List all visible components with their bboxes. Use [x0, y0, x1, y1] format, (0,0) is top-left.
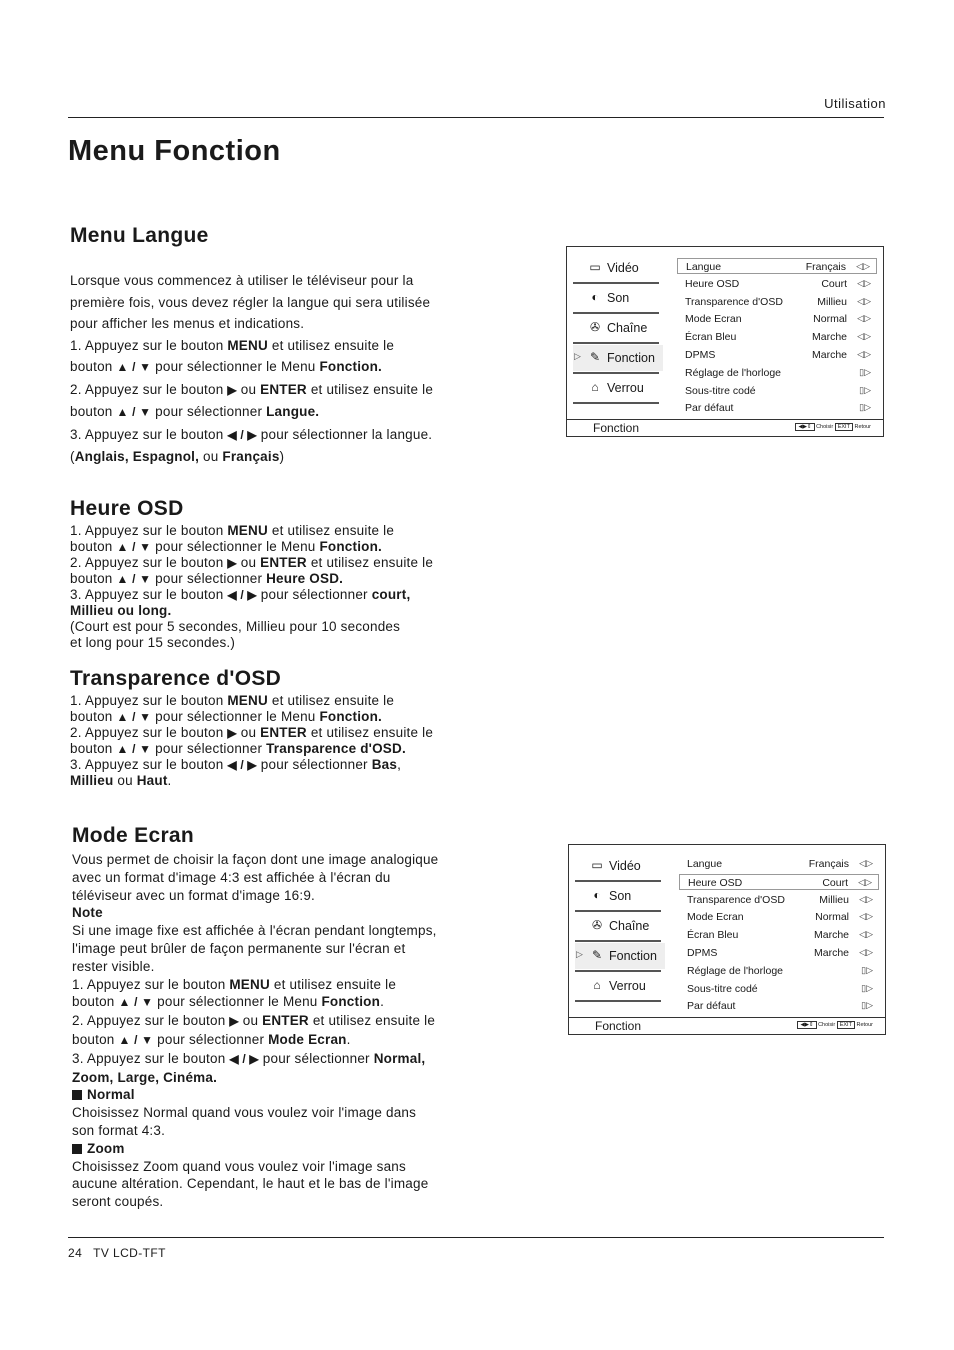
left-right-arrows-icon: ▯▷ — [859, 402, 871, 413]
left-right-arrows-icon: ◁▷ — [857, 295, 871, 306]
osd-option-name: Transparence d'OSD — [685, 295, 783, 308]
header-rule — [68, 117, 884, 118]
section-heading: Transparence d'OSD — [70, 667, 282, 690]
osd-separator — [575, 910, 661, 912]
left-right-arrows-icon: ◁▷ — [859, 947, 873, 957]
hint-choose: Choisir — [814, 424, 835, 430]
osd-menu-item[interactable] — [573, 345, 663, 371]
step-line: (Anglais, Espagnol, ou Français) — [70, 449, 285, 464]
osd-separator — [573, 342, 659, 344]
osd-option-name: Par défaut — [685, 402, 734, 415]
selected-arrow-icon: ▷ — [576, 949, 583, 959]
osd-option-row[interactable] — [679, 927, 879, 943]
osd-key-hint — [797, 1022, 873, 1028]
osd-menu-item-label: Vidéo — [607, 261, 639, 275]
osd-option-row[interactable] — [677, 311, 877, 327]
lock-icon: ⌂ — [591, 380, 599, 394]
osd-option-row[interactable] — [679, 998, 879, 1014]
osd-option-row[interactable] — [679, 945, 879, 961]
step-line: 1. Appuyez sur le bouton MENU et utilisez ensuite le — [70, 337, 395, 353]
osd-option-value: Français — [808, 858, 849, 870]
left-right-arrows-icon: ◁▷ — [859, 893, 873, 904]
nav-keys-icon: ◀▶⇕ — [795, 423, 814, 431]
osd-menu-item-label: Son — [609, 889, 632, 903]
section-body: 1. Appuyez sur le bouton MENU et utilisez ensuite le bouton ▲ / ▼ pour sélectionner le Menu Fonction. 2. Appuyez sur le bouton ▶ ou ENTER et utilisez ensuite le bouton ▲ / ▼ pour sélectionner Transparence d'OSD. 3. Appuyez sur le bouton ◀ / ▶ pour sélectionner Bas, Millieu ou Haut. — [70, 693, 434, 788]
osd-separator — [575, 940, 661, 942]
section-body — [70, 270, 490, 468]
osd-option-value: Normal — [815, 911, 849, 924]
left-right-arrows-icon: ▯▷ — [861, 982, 873, 993]
section-langue — [70, 224, 490, 468]
speaker-icon: ◐ — [591, 290, 599, 304]
exit-key: EXIT — [837, 1021, 855, 1029]
osd-option-row[interactable] — [679, 963, 879, 979]
osd-option-row[interactable] — [677, 383, 877, 399]
step-line: 3. Appuyez sur le bouton ◀ / ▶ pour sélectionner la langue. — [70, 426, 433, 442]
left-right-arrows-icon: ◁▷ — [856, 261, 870, 271]
osd-separator — [575, 970, 661, 972]
osd-option-value: Marche — [813, 929, 849, 942]
intro-line: Lorsque vous commencez à utiliser le téléviseur pour la — [70, 273, 414, 288]
tv-icon: ▭ — [591, 858, 603, 872]
osd-separator — [573, 282, 659, 284]
osd-option-row[interactable] — [679, 856, 879, 872]
footer-rule — [68, 1237, 884, 1238]
left-right-arrows-icon: ◁▷ — [858, 876, 872, 887]
exit-key: EXIT — [835, 423, 853, 431]
intro-line: première fois, vous devez régler la langue qui sera utilisée — [70, 294, 431, 310]
osd-option-name: DPMS — [685, 349, 716, 361]
osd-separator — [573, 402, 659, 404]
selected-arrow-icon: ▷ — [574, 351, 581, 361]
osd-bottom-title: Fonction — [595, 1019, 642, 1033]
left-right-arrows-icon: ▯▷ — [861, 1000, 873, 1011]
osd-menu-item[interactable] — [575, 943, 665, 969]
osd-menu-heure — [568, 844, 886, 1035]
osd-menu-item[interactable] — [573, 285, 663, 311]
section-transparence — [70, 667, 490, 789]
bullet-square-icon — [72, 1090, 82, 1100]
hint-back: Retour — [854, 1022, 873, 1028]
left-right-arrows-icon: ◁▷ — [857, 313, 871, 324]
osd-option-row[interactable] — [679, 981, 879, 997]
osd-option-row[interactable] — [677, 276, 877, 292]
osd-bottom-bar — [567, 419, 883, 436]
osd-option-row[interactable] — [677, 329, 877, 345]
osd-option-name: Langue — [686, 261, 722, 273]
osd-separator — [573, 372, 659, 374]
section-mode-ecran — [72, 824, 492, 1211]
osd-menu-langue — [566, 246, 884, 437]
osd-option-value: Marche — [811, 331, 847, 344]
section-heading: Menu Langue — [70, 224, 209, 247]
osd-option-name: Transparence d'OSD — [687, 893, 785, 906]
osd-option-value: Court — [821, 277, 847, 290]
osd-bottom-title: Fonction — [593, 421, 640, 435]
osd-option-value: Marche — [813, 947, 849, 959]
osd-option-name: Mode Ecran — [687, 911, 744, 924]
nav-keys-icon: ◀▶⇕ — [797, 1021, 816, 1029]
osd-option-name: Écran Bleu — [685, 331, 737, 344]
osd-option-row[interactable] — [677, 294, 877, 310]
osd-menu-item-label: Vidéo — [609, 859, 641, 873]
intro-line: pour afficher les menus et indications. — [70, 316, 305, 331]
osd-option-value: Normal — [813, 313, 847, 326]
footer — [68, 1246, 166, 1260]
osd-menu-item[interactable] — [575, 853, 665, 879]
hint-choose: Choisir — [816, 1022, 837, 1028]
speaker-icon: ◐ — [593, 888, 601, 902]
osd-option-name: Écran Bleu — [687, 929, 739, 942]
left-right-arrows-icon: ◁▷ — [859, 858, 873, 868]
osd-option-value: Court — [822, 876, 848, 889]
osd-option-value: Marche — [811, 349, 847, 361]
wrench-icon: ✎ — [589, 350, 601, 364]
osd-option-name: Réglage de l'horloge — [685, 366, 781, 379]
section-heading: Mode Ecran — [72, 824, 195, 847]
osd-option-row[interactable] — [679, 874, 879, 890]
osd-option-row[interactable] — [677, 347, 877, 363]
osd-option-row[interactable] — [677, 365, 877, 381]
left-right-arrows-icon: ◁▷ — [859, 929, 873, 940]
osd-option-row[interactable] — [679, 909, 879, 925]
film-reel-icon: ✇ — [589, 320, 601, 334]
film-reel-icon: ✇ — [591, 918, 603, 932]
left-right-arrows-icon: ◁▷ — [857, 349, 871, 359]
osd-menu-item[interactable] — [575, 883, 665, 909]
wrench-icon: ✎ — [591, 948, 603, 962]
osd-separator — [573, 312, 659, 314]
osd-menu-item-label: Verrou — [609, 979, 646, 993]
osd-key-hint — [795, 424, 871, 430]
step-line: bouton ▲ / ▼ pour sélectionner le Menu Fonction. — [70, 359, 383, 374]
section-heading: Heure OSD — [70, 497, 184, 520]
left-right-arrows-icon: ◁▷ — [859, 911, 873, 922]
left-right-arrows-icon: ▯▷ — [861, 964, 873, 975]
osd-option-name: Par défaut — [687, 1000, 736, 1013]
step-line: 2. Appuyez sur le bouton ▶ ou ENTER et utilisez ensuite le — [70, 381, 434, 397]
hint-back: Retour — [852, 424, 871, 430]
osd-menu-item-label: Fonction — [609, 949, 657, 963]
osd-option-name: Langue — [687, 858, 723, 870]
osd-option-value: Français — [805, 261, 846, 273]
lock-icon: ⌂ — [593, 978, 601, 992]
osd-option-name: Mode Ecran — [685, 313, 742, 326]
osd-option-name: Réglage de l'horloge — [687, 964, 783, 977]
osd-option-name: Sous-titre codé — [687, 982, 758, 995]
left-right-arrows-icon: ▯▷ — [859, 384, 871, 395]
step-line: bouton ▲ / ▼ pour sélectionner Langue. — [70, 404, 320, 419]
osd-option-name: DPMS — [687, 947, 718, 959]
section-heure-osd — [70, 497, 490, 651]
osd-separator — [575, 1000, 661, 1002]
osd-option-value: Millieu — [819, 893, 849, 906]
osd-option-row[interactable] — [677, 400, 877, 416]
header-section: Utilisation — [824, 96, 886, 111]
osd-menu-item[interactable] — [573, 255, 663, 281]
page-title: Menu Fonction — [68, 135, 281, 167]
osd-option-value: Millieu — [817, 295, 847, 308]
osd-menu-item-label: Chaîne — [609, 919, 650, 933]
osd-menu-item-label: Chaîne — [607, 321, 648, 335]
osd-menu-item-label: Son — [607, 291, 630, 305]
osd-menu-item[interactable] — [573, 375, 663, 401]
osd-option-row[interactable] — [677, 258, 877, 274]
osd-menu-item[interactable] — [573, 315, 663, 341]
osd-separator — [575, 880, 661, 882]
osd-bottom-bar — [569, 1017, 885, 1034]
osd-option-name: Sous-titre codé — [685, 384, 756, 397]
section-body: 1. Appuyez sur le bouton MENU et utilisez ensuite le bouton ▲ / ▼ pour sélectionner le Menu Fonction. 2. Appuyez sur le bouton ▶ ou ENTER et utilisez ensuite le bouton ▲ / ▼ pour sélectionner Heure OSD. 3. Appuyez sur le bouton ◀ / ▶ pour sélectionner court, Millieu ou long. (Court est pour 5 secondes, Millieu pour 10 secondes et long pour 15 secondes.) — [70, 523, 434, 650]
bullet-square-icon — [72, 1144, 82, 1154]
osd-menu-item[interactable] — [575, 913, 665, 939]
page-number: 24 — [68, 1246, 83, 1260]
left-right-arrows-icon: ◁▷ — [857, 277, 871, 288]
tv-icon: ▭ — [589, 260, 601, 274]
osd-option-name: Heure OSD — [685, 277, 740, 290]
section-body: Vous permet de choisir la façon dont une image analogique avec un format d'image 4:3 est affichée à l'écran du téléviseur avec un format d'image 16:9. Note Si une image fixe est affichée à l'écran pendant longtemps, l'image peut brûler de façon permanente sur l'écran et rester visible. 1. Appuyez sur le bouton MENU et utilisez ensuite le bouton ▲ / ▼ pour sélectionner le Menu Fonction. 2. Appuyez sur le bouton ▶ ou ENTER et utilisez ensuite le bouton ▲ / ▼ pour sélectionner Mode Ecran. 3. Appuyez sur le bouton ◀ / ▶ pour sélectionner Normal, Zoom, Large, Cinéma. Normal Choisissez Normal quand vous voulez voir l'image dans son format 4:3. Zoom Choisissez Zoom quand vous voulez voir l'image sans aucune altération. Cependant, le haut et le bas de l'image seront coupés. — [72, 852, 439, 1210]
left-right-arrows-icon: ▯▷ — [859, 366, 871, 377]
osd-menu-item-label: Verrou — [607, 381, 644, 395]
product-name: TV LCD-TFT — [93, 1246, 166, 1260]
left-right-arrows-icon: ◁▷ — [857, 331, 871, 342]
osd-menu-item[interactable] — [575, 973, 665, 999]
osd-option-name: Heure OSD — [688, 876, 743, 889]
osd-menu-item-label: Fonction — [607, 351, 655, 365]
osd-option-row[interactable] — [679, 892, 879, 908]
